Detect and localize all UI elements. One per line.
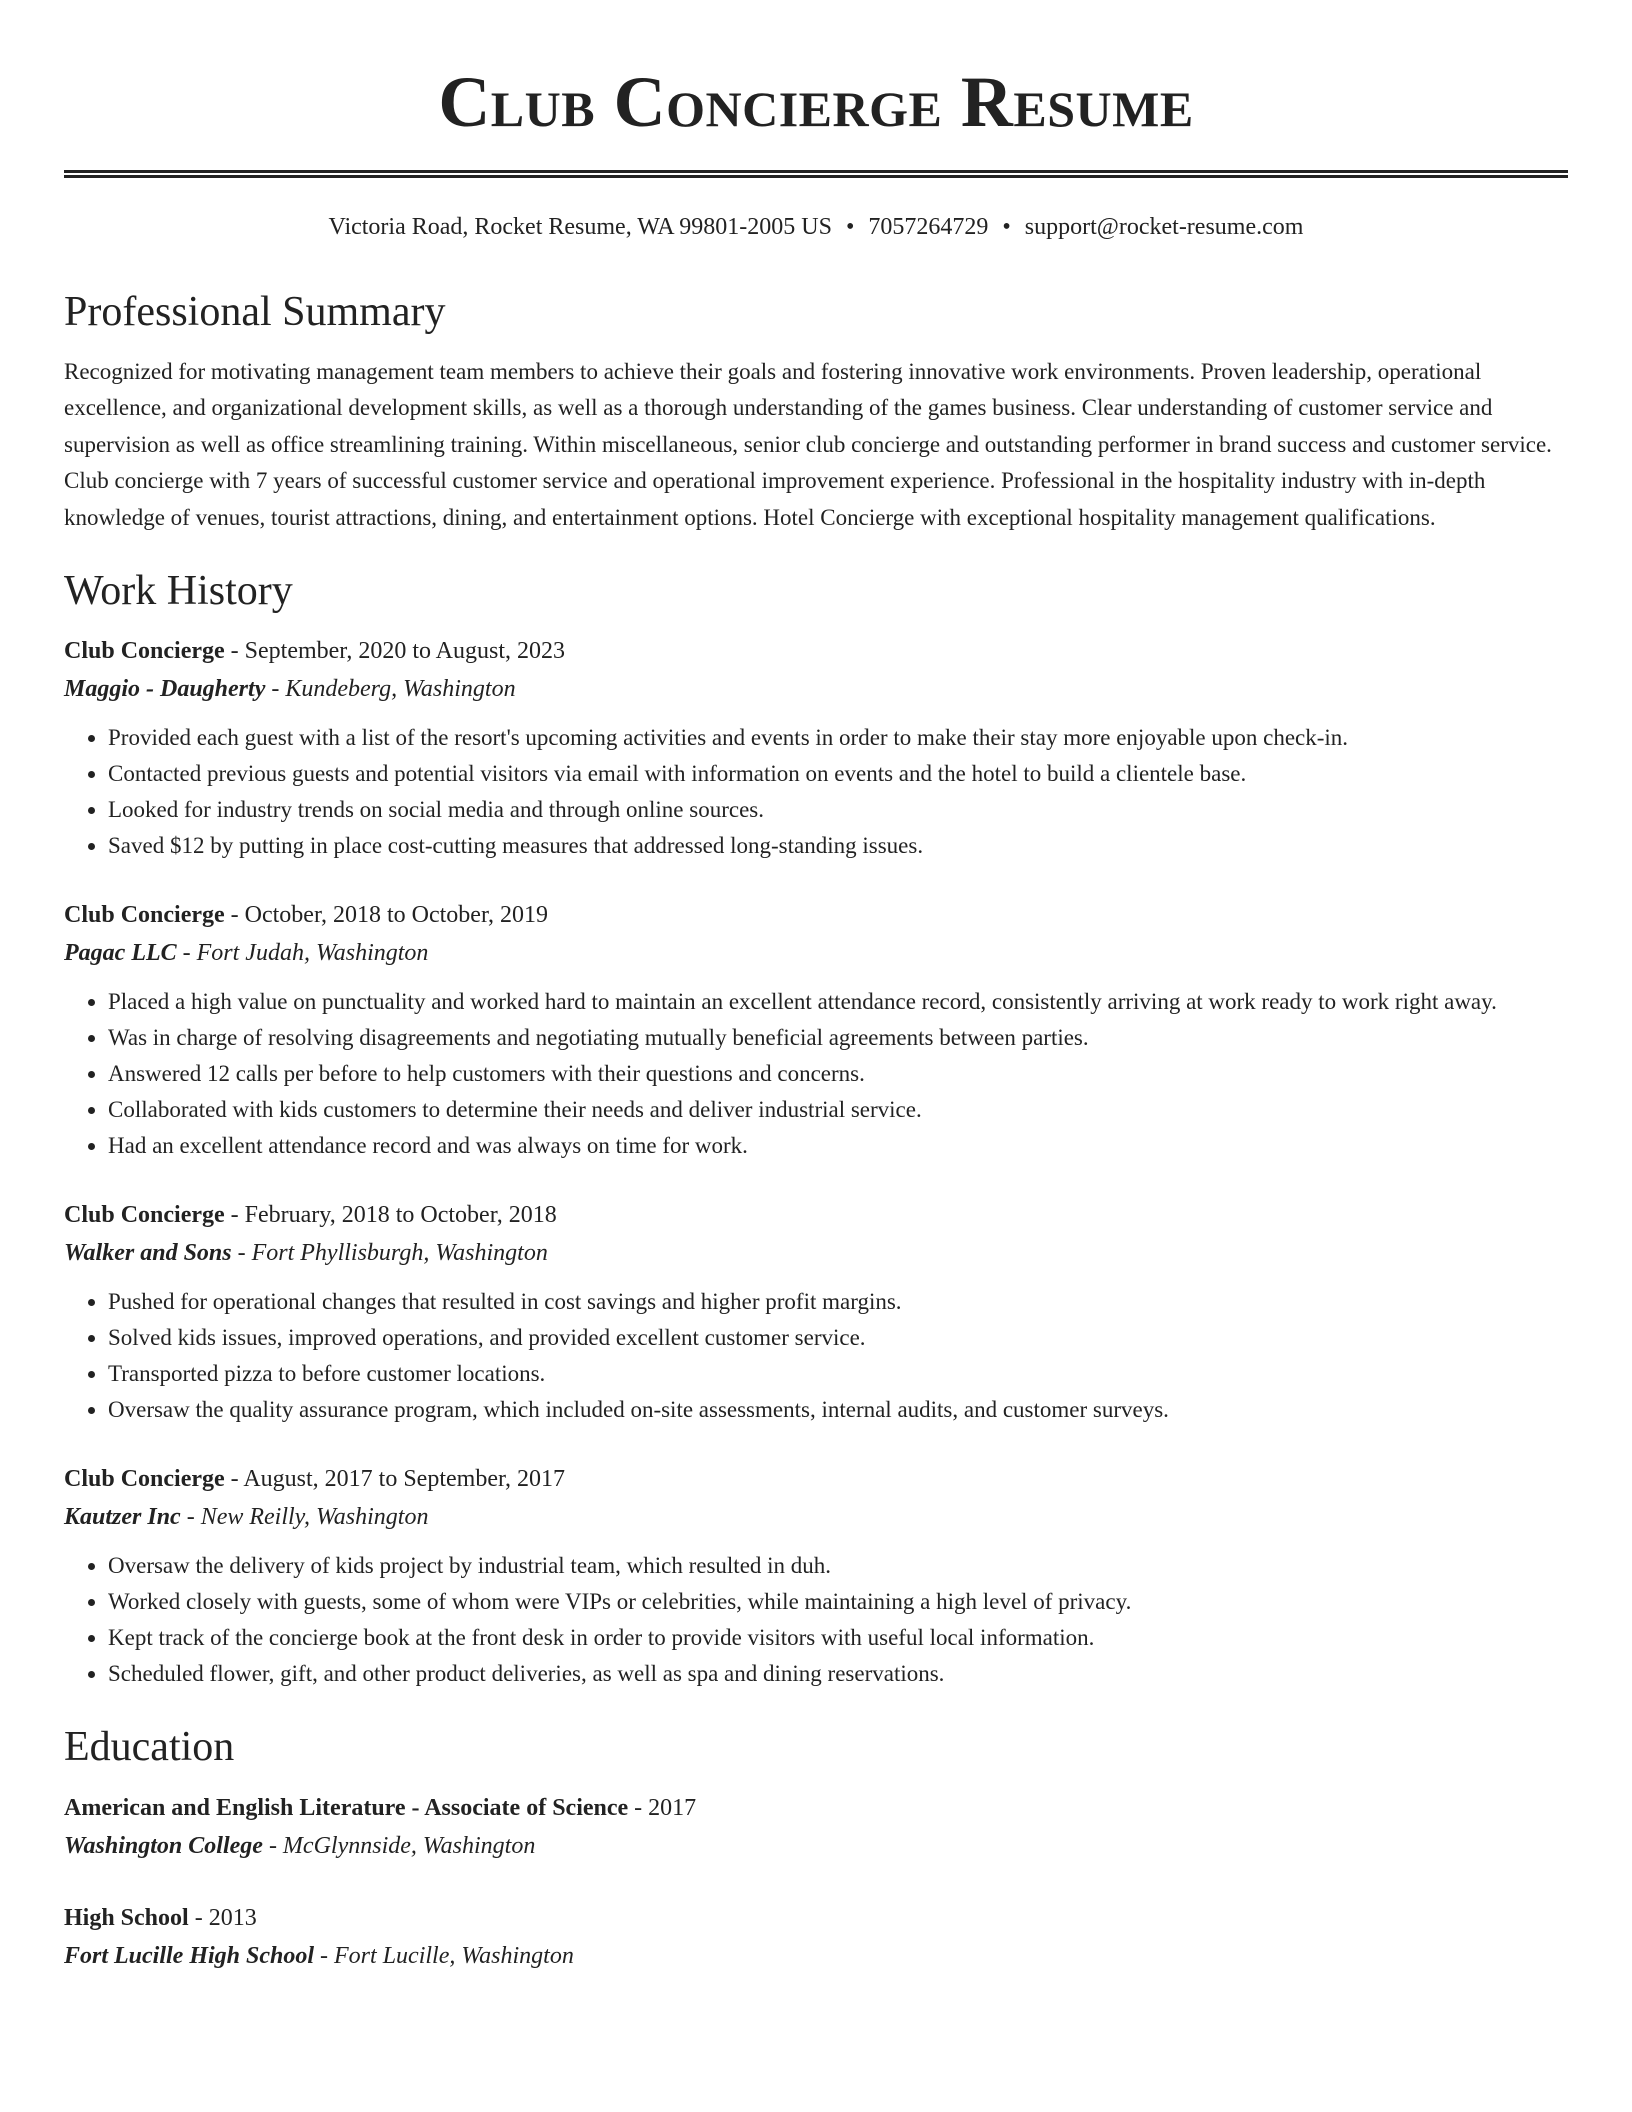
education-year: - 2013 bbox=[188, 1904, 257, 1931]
contact-separator: • bbox=[845, 214, 855, 240]
job-bullet: • Answered 12 calls per before to help customers with their questions and concerns. bbox=[108, 1056, 1568, 1092]
education-school-line bbox=[64, 1827, 1568, 1865]
education-year: - 2017 bbox=[628, 1794, 697, 1821]
job-bullet: • Placed a high value on punctuality and worked hard to maintain an excellent attendance record, consistently arriving at work ready to work right away. bbox=[108, 984, 1568, 1020]
job-bullet: • Solved kids issues, improved operations, and provided excellent customer service. bbox=[108, 1320, 1568, 1356]
job-title: Club Concierge bbox=[64, 1466, 225, 1493]
job-bullet: • Pushed for operational changes that resulted in cost savings and higher profit margins. bbox=[108, 1284, 1568, 1320]
job-bullets bbox=[64, 1284, 1568, 1428]
job-bullet: • Worked closely with guests, some of whom were VIPs or celebrities, while maintaining a high level of privacy. bbox=[108, 1584, 1568, 1620]
job-company: Kautzer Inc bbox=[64, 1504, 181, 1531]
contact-separator: • bbox=[1002, 214, 1011, 240]
education-degree: American and English Literature - Associate of Science bbox=[64, 1794, 629, 1821]
job-title-line bbox=[64, 1196, 1568, 1234]
job-bullet: • Oversaw the quality assurance program, which included on-site assessments, internal audits, and customer surveys. bbox=[108, 1392, 1568, 1428]
job-bullets bbox=[64, 1548, 1568, 1692]
job-title-line bbox=[64, 1460, 1568, 1498]
job-dates: - August, 2017 to September, 2017 bbox=[224, 1466, 566, 1493]
job-location: - New Reilly, Washington bbox=[180, 1504, 429, 1531]
education-degree-line bbox=[64, 1899, 1568, 1937]
contact-address: Victoria Road, Rocket Resume, WA 99801-2005 US bbox=[328, 214, 832, 240]
education-entry bbox=[64, 1899, 1568, 1975]
work-history-heading: Work History bbox=[64, 568, 293, 615]
job-title-line bbox=[64, 896, 1568, 934]
job-entry bbox=[64, 1196, 1568, 1428]
job-dates: - February, 2018 to October, 2018 bbox=[224, 1202, 557, 1229]
job-bullet: • Had an excellent attendance record and was always on time for work. bbox=[108, 1128, 1568, 1164]
title-double-rule bbox=[64, 170, 1568, 178]
job-bullet: • Was in charge of resolving disagreements and negotiating mutually beneficial agreements between parties. bbox=[108, 1020, 1568, 1056]
job-company: Maggio - Daugherty bbox=[64, 676, 266, 703]
job-company: Pagac LLC bbox=[64, 940, 177, 967]
job-company: Walker and Sons bbox=[64, 1240, 232, 1267]
job-location: - Fort Judah, Washington bbox=[176, 940, 429, 967]
job-location: - Kundeberg, Washington bbox=[265, 676, 516, 703]
education-heading: Education bbox=[64, 1724, 235, 1771]
job-entry bbox=[64, 632, 1568, 864]
job-company-line bbox=[64, 1234, 1568, 1272]
job-company-line bbox=[64, 670, 1568, 708]
education-location: - McGlynnside, Washington bbox=[262, 1832, 536, 1859]
job-bullet: • Contacted previous guests and potential visitors via email with information on events and the hotel to build a clientele base. bbox=[108, 756, 1568, 792]
job-bullet: • Kept track of the concierge book at the front desk in order to provide visitors with useful local information. bbox=[108, 1620, 1568, 1656]
education-location: - Fort Lucille, Washington bbox=[314, 1942, 574, 1969]
job-bullet: • Oversaw the delivery of kids project by industrial team, which resulted in duh. bbox=[108, 1548, 1568, 1584]
contact-line bbox=[64, 212, 1568, 243]
education-school-line bbox=[64, 1937, 1568, 1975]
education-school: Washington College bbox=[64, 1832, 263, 1859]
job-title: Club Concierge bbox=[64, 638, 225, 665]
job-company-line bbox=[64, 1498, 1568, 1536]
job-bullets bbox=[64, 720, 1568, 864]
contact-phone: 7057264729 bbox=[868, 214, 989, 240]
job-bullets bbox=[64, 984, 1568, 1164]
education-entry bbox=[64, 1789, 1568, 1865]
job-entry bbox=[64, 896, 1568, 1164]
resume-title: Club Concierge Resume bbox=[438, 62, 1194, 142]
job-title-line bbox=[64, 632, 1568, 670]
job-dates: - September, 2020 to August, 2023 bbox=[224, 638, 566, 665]
education-degree: High School bbox=[64, 1904, 189, 1931]
education-school: Fort Lucille High School bbox=[64, 1942, 315, 1969]
education-degree-line bbox=[64, 1789, 1568, 1827]
contact-email: support@rocket-resume.com bbox=[1024, 214, 1304, 240]
job-company-line bbox=[64, 934, 1568, 972]
job-bullet: • Scheduled flower, gift, and other product deliveries, as well as spa and dining reservations. bbox=[108, 1656, 1568, 1692]
job-title: Club Concierge bbox=[64, 902, 225, 929]
job-dates: - October, 2018 to October, 2019 bbox=[224, 902, 548, 929]
job-bullet: • Provided each guest with a list of the resort's upcoming activities and events in order to make their stay more enjoyable upon check-in. bbox=[108, 720, 1568, 756]
job-bullet: • Transported pizza to before customer locations. bbox=[108, 1356, 1568, 1392]
job-bullet: • Saved $12 by putting in place cost-cutting measures that addressed long-standing issues. bbox=[108, 828, 1568, 864]
summary-heading: Professional Summary bbox=[64, 289, 446, 336]
job-bullet: • Collaborated with kids customers to determine their needs and deliver industrial service. bbox=[108, 1092, 1568, 1128]
job-location: - Fort Phyllisburgh, Washington bbox=[231, 1240, 548, 1267]
summary-text: Recognized for motivating management team members to achieve their goals and fostering innovative work environments. Proven leadership, operational excellence, and organizational development skills, as well as a thorough understanding of the games business. Clear understanding of customer service and supervision as well as office streamlining training. Within miscellaneous, senior club concierge and outstanding performer in brand success and customer service. Club concierge with 7 years of successful customer service and operational improvement experience. Professional in the hospitality industry with in-depth knowledge of venues, tourist attractions, dining, and entertainment options. Hotel Concierge with exceptional hospitality management qualifications. bbox=[64, 358, 1552, 530]
job-bullet: • Looked for industry trends on social media and through online sources. bbox=[108, 792, 1568, 828]
job-entry bbox=[64, 1460, 1568, 1692]
job-title: Club Concierge bbox=[64, 1202, 225, 1229]
